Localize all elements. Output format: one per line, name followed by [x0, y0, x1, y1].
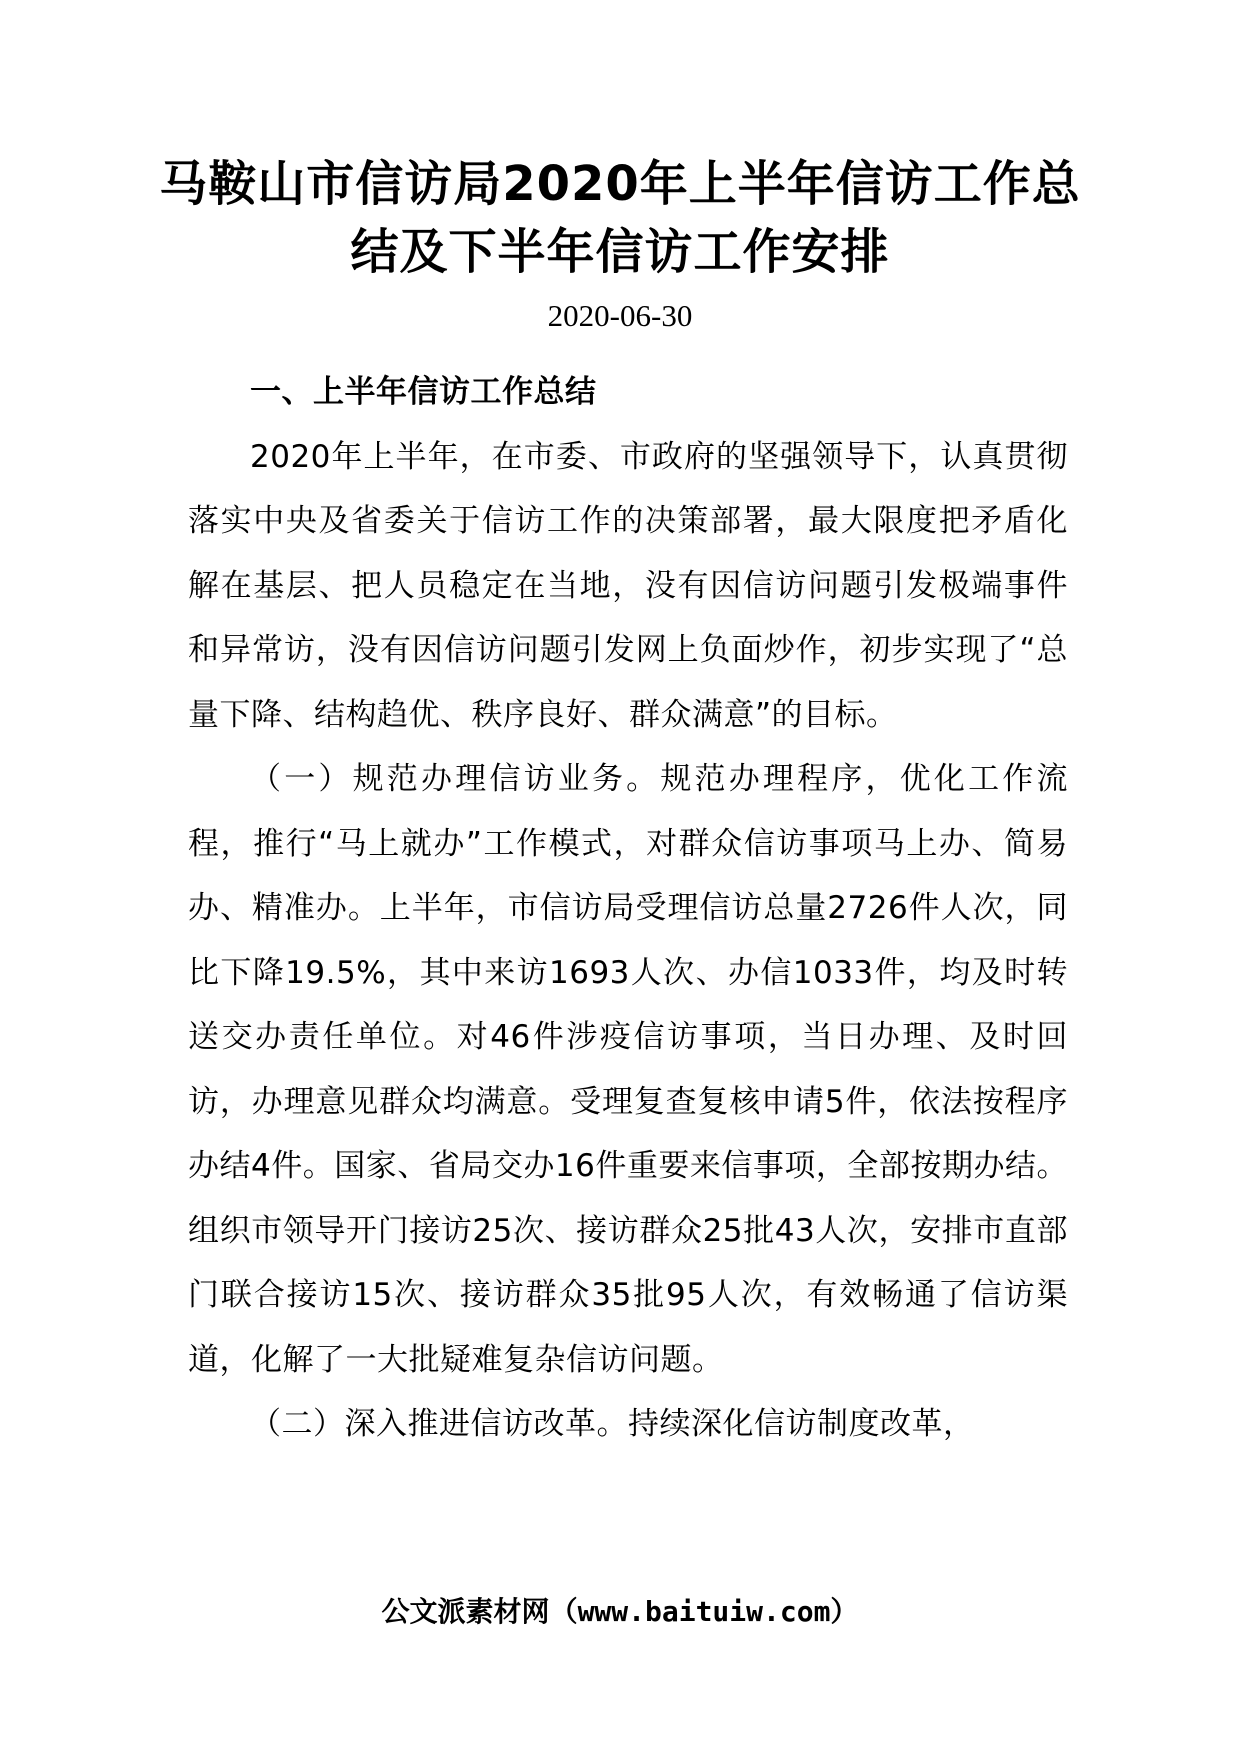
section-heading: 一、上半年信访工作总结	[250, 374, 597, 410]
paragraph-section-2: （二）深入推进信访改革。持续深化信访制度改革，	[250, 1406, 975, 1442]
footer-site-name: 公文派素材网	[381, 1595, 550, 1628]
document-title: 马鞍山市信访局2020年上半年信访工作总结及下半年信访工作安排	[159, 156, 1081, 280]
paragraph-section-1: （一）规范办理信访业务。规范办理程序，优化工作流程，推行“马上就办”工作模式，对群众信访事项马上办、简易办、精准办。上半年，市信访局受理信访总量2726件人次，同比下降19.5%，其中来访1693人次、办信1033件，均及时转送交办责任单位。对46件涉疫信访事项，当日办理、及时回访，办理意见群众均满意。受理复查复核申请5件，依法按程序办结4件。国家、省局交办16件重要来信事项，全部按期办结。组织市领导开门接访25次、接访群众25批43人次，安排市直部门联合接访15次、接访群众35批95人次，有效畅通了信访渠道，化解了一大批疑难复杂信访问题。	[188, 761, 1068, 1378]
document-body	[188, 360, 1068, 1457]
page-footer	[0, 1592, 1240, 1632]
footer-site-url: （www.baituiw.com）	[549, 1595, 859, 1628]
paragraph-intro: 2020年上半年，在市委、市政府的坚强领导下，认真贯彻落实中央及省委关于信访工作的决策部署，最大限度把矛盾化解在基层、把人员稳定在当地，没有因信访问题引发极端事件和异常访，没有因信访问题引发网上负面炒作，初步实现了“总量下降、结构趋优、秩序良好、群众满意”的目标。	[188, 438, 1068, 733]
document-date: 2020-06-30	[547, 298, 693, 333]
